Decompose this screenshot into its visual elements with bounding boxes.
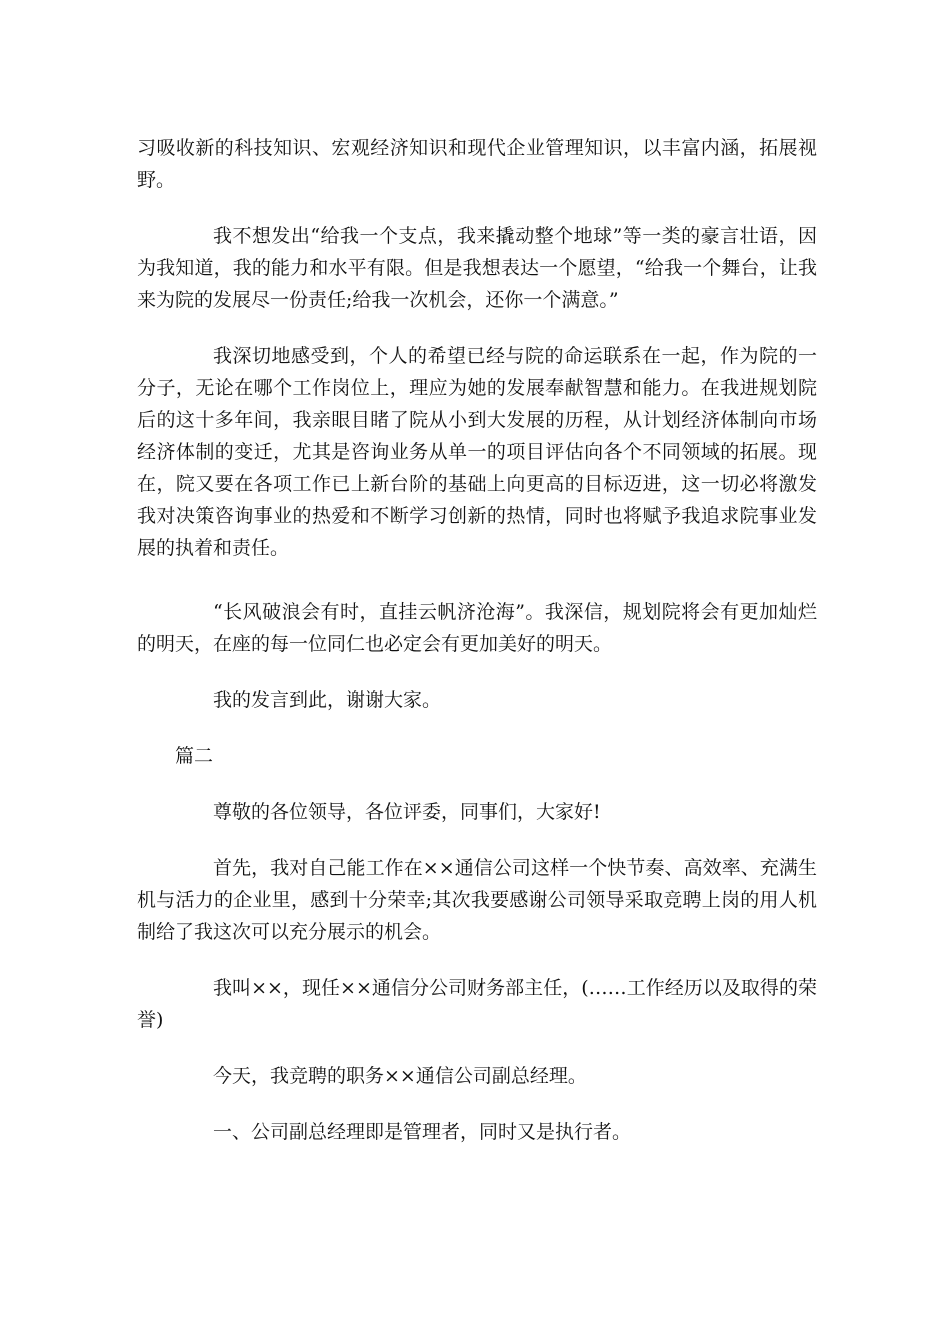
paragraph-position: 今天，我竞聘的职务××通信公司副总经理。 (213, 1065, 587, 1087)
section-heading: 篇二 (175, 745, 214, 767)
paragraph-commitment: 我深切地感受到，个人的希望已经与院的命运联系在一起，作为院的一分子，无论在哪个工作岗位上，理应为她的发展奉献智慧和能力。在我进规划院后的这十多年间，我亲眼目睹了院从小到大发展的历程，从计划经济体制向市场经济体制的变迁，尤其是咨询业务从单一的项目评估向各个不同领域的拓展。现在，院又要在各项工作已上新台阶的基础上向更高的目标迈进，这一切必将激发我对决策咨询事业的热爱和不断学习创新的热情，同时也将赋予我追求院事业发展的执着和责任。 (137, 345, 817, 559)
paragraph-greeting: 尊敬的各位领导，各位评委，同事们，大家好! (213, 801, 601, 823)
paragraph-point-one: 一、公司副总经理即是管理者，同时又是执行者。 (213, 1121, 632, 1143)
paragraph-aspiration: 我不想发出“给我一个支点，我来撬动整个地球”等一类的豪言壮语，因为我知道，我的能力和水平有限。但是我想表达一个愿望，“给我一个舞台，让我来为院的发展尽一份责任;给我一次机会，还你一个满意。” (137, 225, 817, 311)
paragraph-closing: 我的发言到此，谢谢大家。 (213, 689, 442, 711)
paragraph-quote: “长风破浪会有时，直挂云帆济沧海”。我深信，规划院将会有更加灿烂的明天，在座的每一位同仁也必定会有更加美好的明天。 (137, 601, 817, 655)
paragraph-continuation: 习吸收新的科技知识、宏观经济知识和现代企业管理知识，以丰富内涵，拓展视野。 (137, 137, 817, 191)
paragraph-self-intro: 我叫××，现任××通信分公司财务部主任，(……工作经历以及取得的荣誉) (137, 977, 817, 1031)
paragraph-intro: 首先，我对自己能工作在××通信公司这样一个快节奏、高效率、充满生机与活力的企业里，感到十分荣幸;其次我要感谢公司领导采取竞聘上岗的用人机制给了我这次可以充分展示的机会。 (137, 857, 817, 943)
